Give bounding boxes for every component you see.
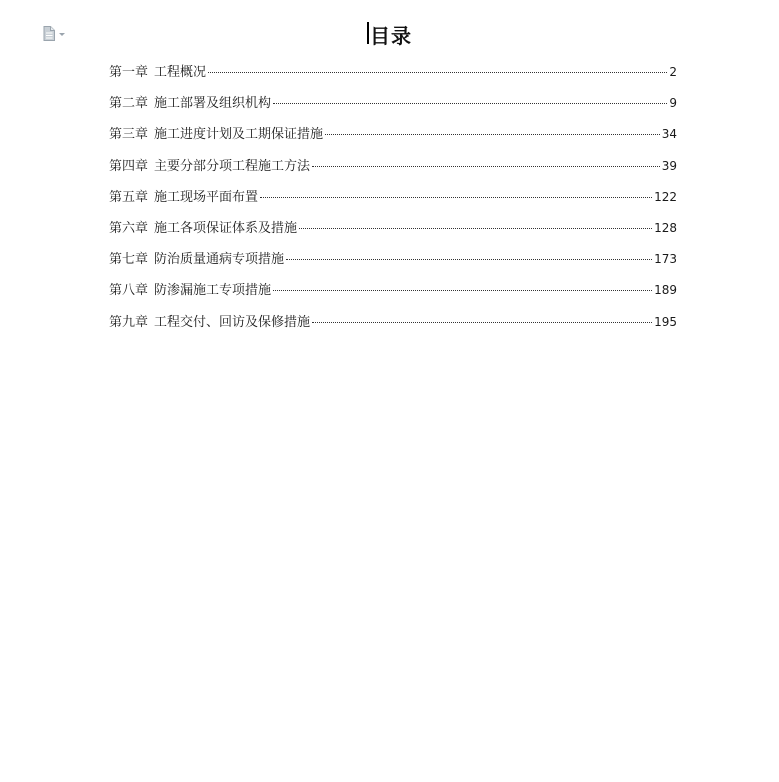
page-title-text: 目录 (370, 24, 412, 48)
toc-entry[interactable] (109, 279, 677, 310)
toc-chapter-number: 第八章 (109, 283, 149, 299)
toc-dot-leader (312, 322, 652, 323)
toc-chapter-number: 第五章 (109, 189, 149, 205)
toc-entry[interactable] (109, 217, 677, 248)
toc-chapter-title: 施工各项保证体系及措施 (154, 220, 298, 236)
toc-dot-leader (325, 134, 660, 135)
table-of-contents (109, 61, 677, 342)
toc-page-number: 189 (654, 283, 677, 298)
toc-chapter-title: 工程交付、回访及保修措施 (154, 314, 311, 330)
toc-entry[interactable] (109, 248, 677, 279)
toc-dot-leader (273, 103, 667, 104)
toc-chapter-number: 第九章 (109, 314, 149, 330)
toc-dot-leader (273, 290, 652, 291)
page-title[interactable] (367, 20, 412, 49)
toc-chapter-title: 防治质量通病专项措施 (154, 252, 285, 268)
toc-page-number: 195 (654, 314, 677, 329)
toc-page-number: 122 (654, 189, 677, 204)
toc-entry[interactable] (109, 311, 677, 342)
toc-chapter-title: 防渗漏施工专项措施 (154, 283, 272, 299)
toc-page-number: 39 (661, 158, 677, 173)
toc-chapter-number: 第四章 (109, 158, 149, 174)
toc-entry[interactable] (109, 155, 677, 186)
toc-chapter-title: 主要分部分项工程施工方法 (154, 158, 311, 174)
text-cursor (367, 22, 369, 44)
toc-dot-leader (260, 197, 652, 198)
toc-page-number: 173 (654, 252, 677, 267)
title-area (0, 20, 779, 49)
toc-chapter-title: 施工现场平面布置 (154, 189, 259, 205)
toc-entry[interactable] (109, 92, 677, 123)
toc-chapter-number: 第三章 (109, 127, 149, 143)
toc-dot-leader (299, 228, 652, 229)
toc-dot-leader (286, 259, 652, 260)
toc-chapter-number: 第七章 (109, 252, 149, 268)
toc-page-number: 9 (669, 96, 677, 111)
toc-chapter-title: 施工部署及组织机构 (154, 96, 272, 112)
toc-chapter-number: 第二章 (109, 96, 149, 112)
toc-chapter-title: 工程概况 (154, 65, 207, 80)
toc-chapter-number: 第一章 (109, 65, 149, 80)
toc-entry[interactable] (109, 186, 677, 217)
toc-page-number: 128 (654, 220, 677, 235)
toc-page-number: 2 (669, 65, 677, 79)
toc-entry[interactable] (109, 123, 677, 154)
toc-page-number: 34 (661, 127, 677, 142)
toc-chapter-number: 第六章 (109, 220, 149, 236)
toc-chapter-title: 施工进度计划及工期保证措施 (154, 127, 324, 143)
toc-dot-leader (208, 72, 667, 73)
toc-dot-leader (312, 166, 660, 167)
toc-entry[interactable] (109, 61, 677, 92)
